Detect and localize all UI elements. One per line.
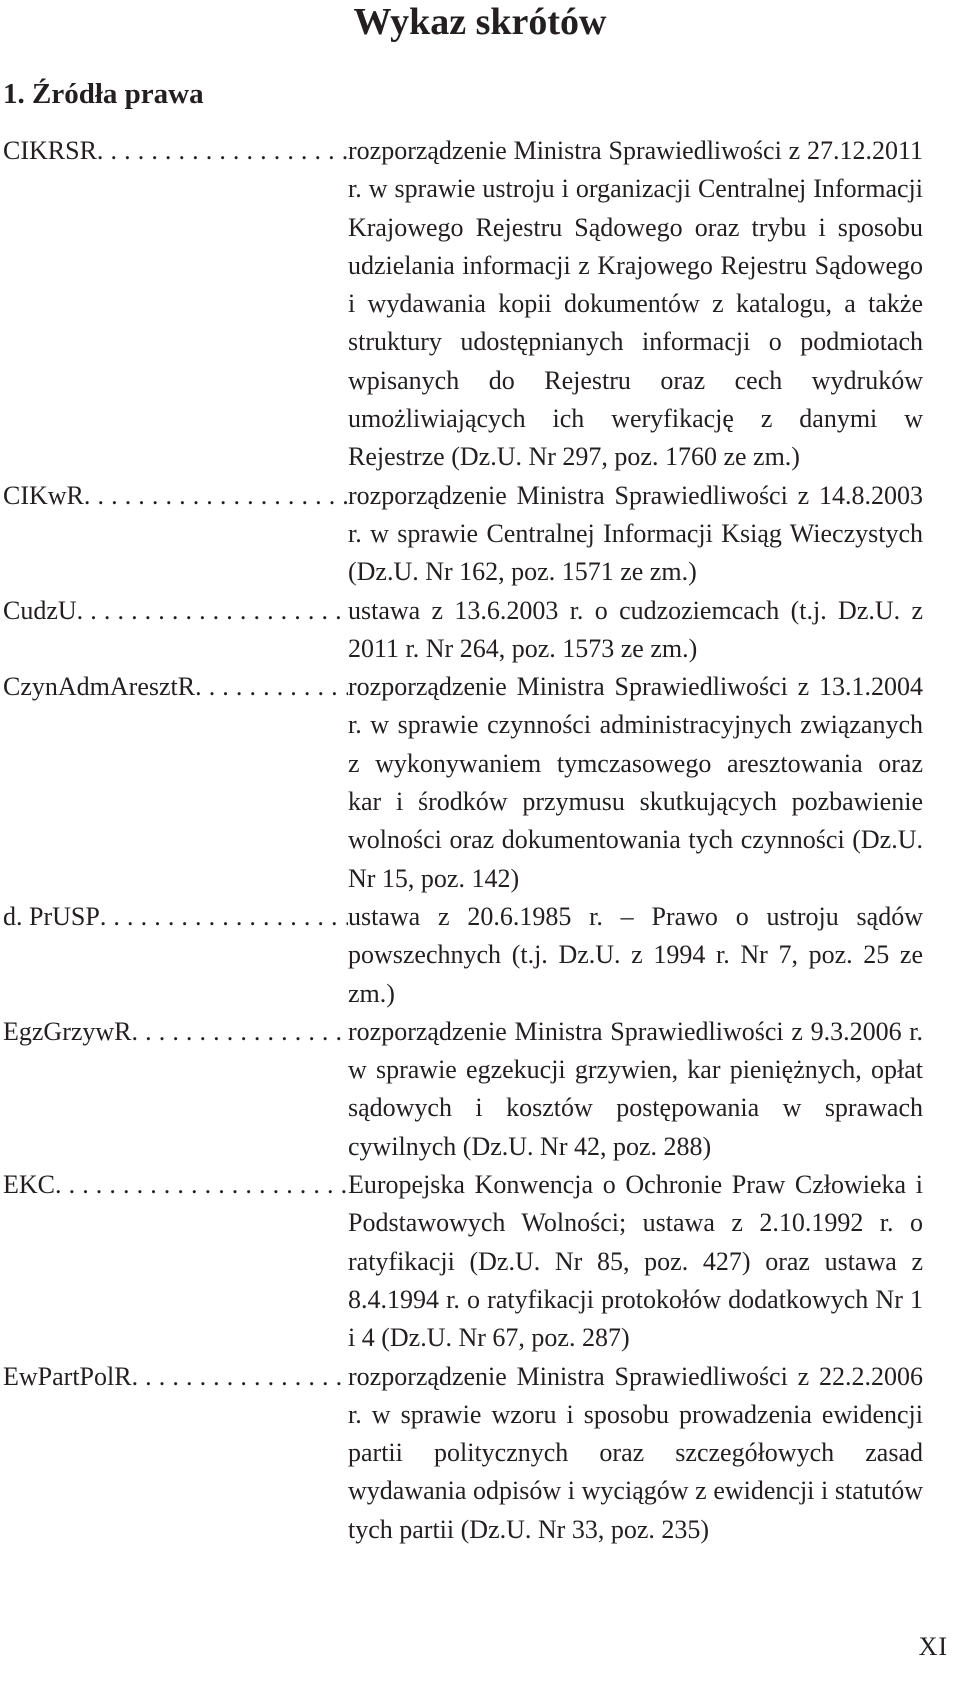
abbreviation-term: CudzU: [3, 595, 77, 625]
abbreviation-term-column: [0, 132, 348, 170]
abbreviation-entry: [0, 1358, 960, 1549]
abbreviation-term: EKC: [3, 1170, 55, 1200]
abbreviation-term: CzynAdmAresztR: [3, 672, 196, 702]
abbreviation-term: CIKwR: [3, 480, 84, 510]
abbreviation-term-column: [0, 477, 348, 515]
abbreviation-entry: [0, 477, 960, 592]
page-title: Wykaz skrótów: [353, 1, 607, 43]
abbreviation-term: EwPartPolR: [3, 1361, 132, 1391]
abbreviation-term-column: [0, 1013, 348, 1051]
abbreviation-definition: rozporządzenie Ministra Sprawiedliwości z 14.8.2003 r. w sprawie Centralnej Informacji Ksiąg Wieczystych (Dz.U. Nr 162, poz. 1571 ze zm.): [348, 480, 923, 587]
abbreviation-term-column: [0, 1166, 348, 1204]
abbreviation-definition: rozporządzenie Ministra Sprawiedliwości z 22.2.2006 r. w sprawie wzoru i sposobu prowadzenia ewidencji partii politycznych oraz szczegółowych zasad wydawania odpisów i wyciągów z ewidencji i statutów tych partii (Dz.U. Nr 33, poz. 235): [348, 1361, 923, 1544]
abbreviation-term-column: [0, 898, 348, 936]
abbreviation-definition: rozporządzenie Ministra Sprawiedliwości z 13.1.2004 r. w sprawie czynności administracyjnych związanych z wykonywaniem tymczasowego aresztowania oraz kar i środków przymusu skutkujących pozbawienie wolności oraz dokumentowania tych czynności (Dz.U. Nr 15, poz. 142): [348, 672, 923, 893]
abbreviation-definition: rozporządzenie Ministra Sprawiedliwości z 27.12.2011 r. w sprawie ustroju i organizacji Centralnej Informacji Krajowego Rejestru Sądowego oraz trybu i sposobu udzielania informacji z Krajowego Rejestru Sądowego i wydawania kopii dokumentów z katalogu, a także struktury udostępnianych informacji o podmiotach wpisanych do Rejestru oraz cech wydruków umożliwiających ich weryfikację z danymi w Rejestrze (Dz.U. Nr 297, poz. 1760 ze zm.): [348, 136, 923, 472]
dot-leader: [77, 592, 348, 630]
abbreviation-entry: [0, 592, 960, 669]
dot-leader: [84, 477, 348, 515]
dot-leader: [195, 668, 348, 706]
dot-leader: [132, 1358, 348, 1396]
abbreviation-term: d. PrUSP: [3, 901, 100, 931]
abbreviation-definition: Europejska Konwencja o Ochronie Praw Człowieka i Podstawowych Wolności; ustawa z 2.10.1992 r. o ratyfikacji (Dz.U. Nr 85, poz. 427) oraz ustawa z 8.4.1994 r. o ratyfikacji protokołów dodatkowych Nr 1 i 4 (Dz.U. Nr 67, poz. 287): [348, 1170, 923, 1353]
abbreviation-entry: [0, 898, 960, 1013]
abbreviation-entry: [0, 132, 960, 477]
page-number: XI: [918, 1632, 948, 1661]
dot-leader: [132, 1013, 348, 1051]
abbreviation-term-column: [0, 1358, 348, 1396]
abbreviation-definition: ustawa z 13.6.2003 r. o cudzoziemcach (t.j. Dz.U. z 2011 r. Nr 264, poz. 1573 ze zm.): [348, 595, 923, 663]
abbreviation-term: EgzGrzywR: [3, 1016, 132, 1046]
abbreviation-entry: [0, 668, 960, 898]
dot-leader: [97, 132, 348, 170]
abbreviation-entry: [0, 1166, 960, 1357]
dot-leader: [55, 1166, 348, 1204]
abbreviation-definition: ustawa z 20.6.1985 r. – Prawo o ustroju sądów powszechnych (t.j. Dz.U. z 1994 r. Nr 7, poz. 25 ze zm.): [348, 901, 923, 1008]
abbreviation-term-column: [0, 592, 348, 630]
abbreviation-definition: rozporządzenie Ministra Sprawiedliwości z 9.3.2006 r. w sprawie egzekucji grzywien, kar pieniężnych, opłat sądowych i kosztów postępowania w sprawach cywilnych (Dz.U. Nr 42, poz. 288): [348, 1016, 923, 1161]
dot-leader: [100, 898, 348, 936]
abbreviation-term: CIKRSR: [3, 136, 97, 165]
abbreviation-term-column: [0, 668, 348, 706]
abbreviation-list: [0, 132, 960, 1549]
section-heading: 1. Źródła prawa: [3, 78, 204, 110]
abbreviation-entry: [0, 1013, 960, 1166]
